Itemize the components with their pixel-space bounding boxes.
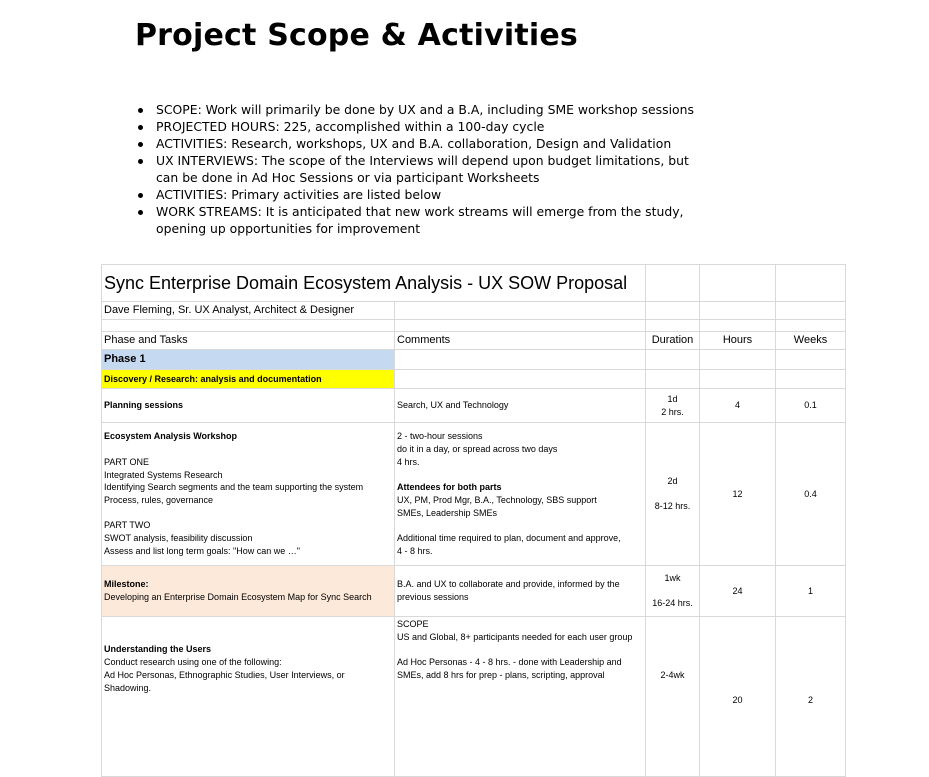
sheet-author: Dave Fleming, Sr. UX Analyst, Architect & Designer bbox=[102, 302, 395, 320]
bullet-ux-interviews: UX INTERVIEWS: The scope of the Interviews will depend upon budget limitations, but can be done in Ad Hoc Sessions or via participant Worksheets bbox=[135, 152, 715, 186]
milestone-hours: 24 bbox=[700, 566, 776, 617]
workshop-comments: 2 - two-hour sessions do it in a day, or spread across two days 4 hrs. Attendees for both parts UX, PM, Prod Mgr, B.A., Technology, SBS support SMEs, Leadership SMEs Additional time required to plan, document and approve, 4 - 8 hrs. bbox=[395, 423, 646, 566]
workshop-row bbox=[102, 423, 846, 566]
planning-hours: 4 bbox=[700, 389, 776, 423]
bullet-scope: SCOPE: Work will primarily be done by UX and a B.A, including SME workshop sessions bbox=[135, 101, 715, 118]
spacer-row bbox=[102, 320, 846, 332]
discovery-label: Discovery / Research: analysis and documentation bbox=[102, 370, 395, 389]
bullet-activities: ACTIVITIES: Research, workshops, UX and B.A. collaboration, Design and Validation bbox=[135, 135, 715, 152]
bullet-projected-hours: PROJECTED HOURS: 225, accomplished within a 100-day cycle bbox=[135, 118, 715, 135]
planning-comments: Search, UX and Technology bbox=[395, 389, 646, 423]
milestone-row bbox=[102, 566, 846, 617]
scope-bullet-list bbox=[135, 101, 715, 237]
users-comments: SCOPE US and Global, 8+ participants needed for each user group Ad Hoc Personas - 4 - 8 hrs. - done with Leadership and SMEs, add 8 hrs for prep - plans, scripting, approval bbox=[395, 617, 646, 777]
header-duration: Duration bbox=[646, 332, 700, 350]
milestone-task: Milestone: Developing an Enterprise Domain Ecosystem Map for Sync Search bbox=[102, 566, 395, 617]
users-weeks: 2 bbox=[776, 617, 846, 777]
planning-weeks: 0.1 bbox=[776, 389, 846, 423]
users-row bbox=[102, 617, 846, 777]
users-task: Understanding the Users Conduct research using one of the following: Ad Hoc Personas, Ethnographic Studies, User Interviews, or Shadowing. bbox=[102, 617, 395, 777]
workshop-weeks: 0.4 bbox=[776, 423, 846, 566]
header-comments: Comments bbox=[395, 332, 646, 350]
header-phase: Phase and Tasks bbox=[102, 332, 395, 350]
planning-duration: 1d 2 hrs. bbox=[646, 389, 700, 423]
phase-row bbox=[102, 350, 846, 370]
planning-row bbox=[102, 389, 846, 423]
sheet-title-row bbox=[102, 265, 846, 302]
phase-label: Phase 1 bbox=[102, 350, 395, 370]
milestone-weeks: 1 bbox=[776, 566, 846, 617]
milestone-duration: 1wk 16-24 hrs. bbox=[646, 566, 700, 617]
milestone-comments: B.A. and UX to collaborate and provide, informed by the previous sessions bbox=[395, 566, 646, 617]
author-row bbox=[102, 302, 846, 320]
workshop-duration: 2d 8-12 hrs. bbox=[646, 423, 700, 566]
discovery-row bbox=[102, 370, 846, 389]
header-hours: Hours bbox=[700, 332, 776, 350]
header-row bbox=[102, 332, 846, 350]
workshop-hours: 12 bbox=[700, 423, 776, 566]
page-title: Project Scope & Activities bbox=[135, 18, 578, 53]
workshop-task: Ecosystem Analysis Workshop PART ONE Integrated Systems Research Identifying Search segments and the team supporting the system Process, rules, governance PART TWO SWOT analysis, feasibility discussion Assess and list long term goals: "How can we …" bbox=[102, 423, 395, 566]
sheet-title: Sync Enterprise Domain Ecosystem Analysis - UX SOW Proposal bbox=[102, 265, 646, 302]
users-duration: 2-4wk bbox=[646, 617, 700, 777]
users-hours: 20 bbox=[700, 617, 776, 777]
bullet-work-streams: WORK STREAMS: It is anticipated that new work streams will emerge from the study, opening up opportunities for improvement bbox=[135, 203, 715, 237]
bullet-primary-activities: ACTIVITIES: Primary activities are listed below bbox=[135, 186, 715, 203]
sow-spreadsheet bbox=[101, 264, 846, 777]
planning-task: Planning sessions bbox=[102, 389, 395, 423]
header-weeks: Weeks bbox=[776, 332, 846, 350]
